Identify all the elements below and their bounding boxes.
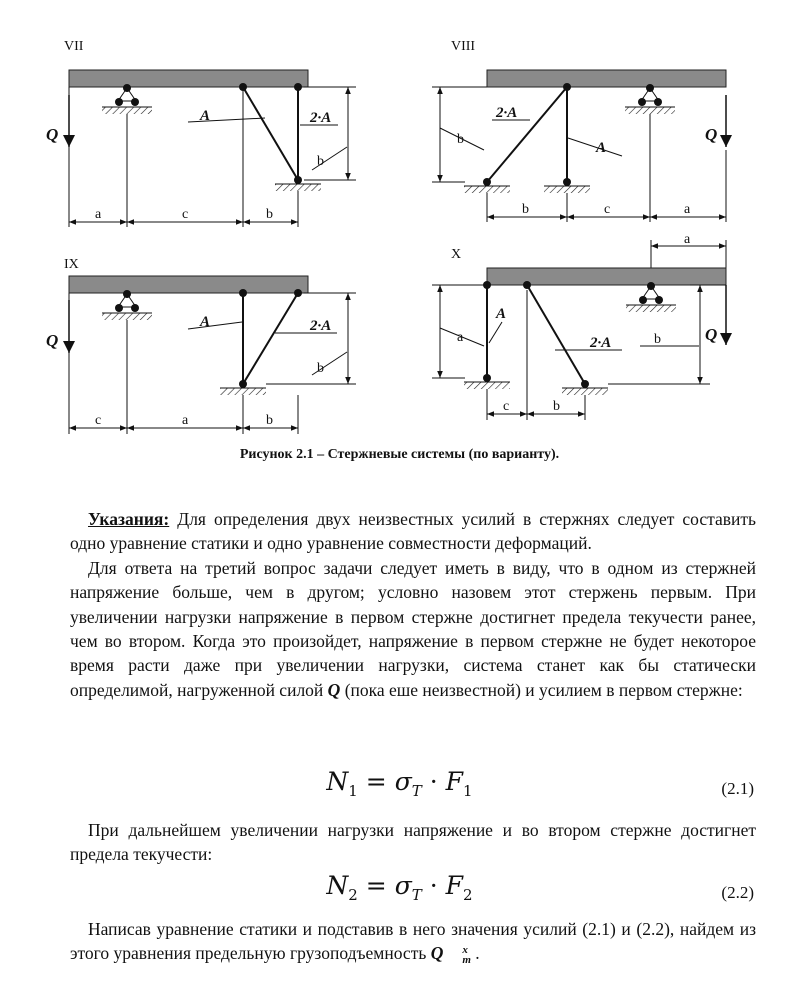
figure-x-title: X	[451, 247, 462, 262]
dim-3: b	[266, 413, 273, 428]
paragraph-1-text: Для определения двух неизвестных усилий в стержнях следует составить одно уравнение статики и одно уравнение совместности деформаций.	[70, 509, 756, 554]
figure-vii	[46, 39, 356, 227]
label-2a: 2·A	[310, 110, 332, 126]
dim-top-a: a	[684, 232, 691, 247]
figures-panel	[0, 0, 799, 440]
dim-2: a	[182, 413, 189, 428]
pin-support	[625, 84, 675, 114]
label-a: A	[200, 108, 211, 124]
rigid-beam	[69, 70, 308, 87]
dim-a: a	[457, 330, 464, 345]
paragraph-instructions	[70, 507, 756, 702]
label-2a: 2·A	[310, 318, 332, 334]
formula-2-1: $N_1 = \sigma_T \cdot F_1$ (2.1)	[326, 767, 754, 800]
pin-support	[102, 290, 152, 320]
paragraph-4: Написав уравнение статики и подставив в него значения усилий (2.1) и (2.2), найдем из этого уравнения предельную грузоподъемность Q x m .	[70, 919, 756, 967]
dim-b: b	[317, 361, 324, 376]
rod-a	[243, 87, 298, 180]
dim-1: b	[522, 202, 529, 217]
figure-caption: Рисунок 2.1 – Стержневые системы (по варианту).	[239, 447, 560, 462]
heading-instructions: Указания:	[88, 509, 170, 529]
dim-1: a	[95, 207, 102, 222]
label-a: A	[596, 140, 607, 156]
rigid-beam	[69, 276, 308, 293]
rod-2a	[487, 87, 567, 182]
rod-2a	[243, 293, 298, 384]
pin-support	[102, 84, 152, 114]
q-symbol: Q	[327, 679, 341, 700]
dim-2: b	[553, 399, 560, 414]
paragraph-2-text: Для ответа на третий вопрос задачи следует иметь в виду, что в одном из стержней напряжение больше, чем в другом; условно назовем этот стержень первым. При увеличении нагрузки напряжение в первом стержне достигнет предела текучести ранее, чем во втором. Когда это произойдет, напряжение в первом стержне не будет некоторое время расти даже при увеличении нагрузки, система станет как бы статически определимой, нагруженной силой	[70, 557, 756, 700]
rod-2a	[527, 285, 585, 384]
rigid-beam	[487, 70, 726, 87]
equation-number-2-1: (2.1)	[721, 779, 754, 798]
dim-3: b	[266, 207, 273, 222]
pin-support	[626, 282, 676, 312]
q-limit-symbol: Q x m	[430, 943, 471, 967]
label-2a: 2·A	[496, 105, 518, 121]
dim-1: c	[95, 413, 102, 428]
dim-3: a	[684, 202, 691, 217]
rigid-beam	[487, 268, 726, 285]
figure-viii-title: VIII	[451, 39, 476, 54]
figure-ix	[46, 257, 356, 434]
paragraph-4-text: Написав уравнение статики и подставив в него значения усилий (2.1) и (2.2), найдем из этого уравнения предельную грузоподъемность	[70, 919, 756, 964]
dim-2: c	[182, 207, 189, 222]
figure-viii	[432, 39, 726, 222]
dim-b: b	[317, 154, 324, 169]
figure-vii-title: VII	[64, 39, 84, 54]
figure-ix-title: IX	[64, 257, 79, 272]
dim-1: c	[503, 399, 510, 414]
paragraph-2-tail: (пока еше неизвестной) и усилием в первом стержне:	[340, 679, 743, 700]
dim-b: b	[457, 132, 464, 147]
load-q: Q	[705, 325, 718, 344]
formula-2-2: $N_2 = \sigma_T \cdot F_2$ (2.2)	[326, 871, 754, 904]
dim-b: b	[654, 332, 661, 347]
load-q: Q	[46, 331, 59, 350]
equation-number-2-2: (2.2)	[721, 883, 754, 902]
load-q: Q	[705, 125, 718, 144]
label-a: A	[200, 314, 211, 330]
label-2a: 2·A	[590, 335, 612, 351]
load-q: Q	[46, 125, 59, 144]
paragraph-3: При дальнейшем увеличении нагрузки напряжение и во втором стержне достигнет предела текучести:	[70, 820, 756, 865]
dim-2: c	[604, 202, 611, 217]
label-a: A	[496, 306, 507, 322]
figure-x	[432, 232, 726, 420]
